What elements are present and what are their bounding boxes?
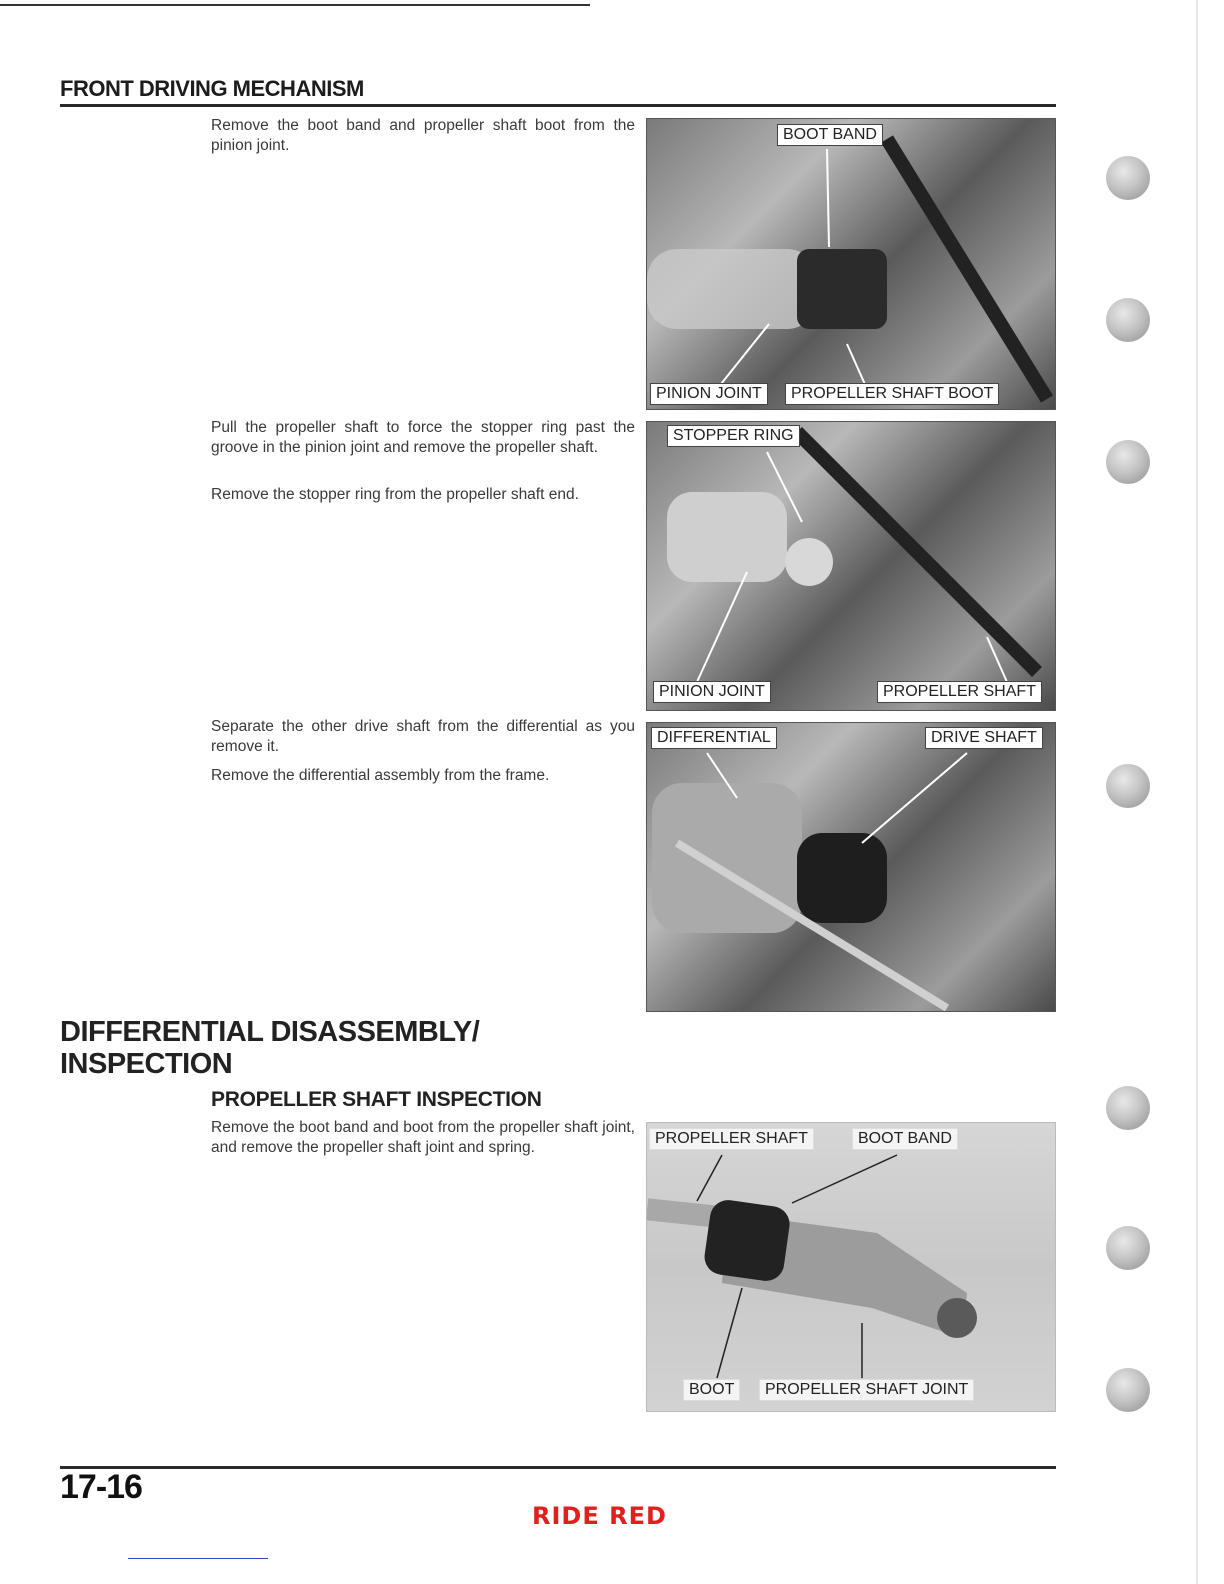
binder-hole-mark: [1106, 1226, 1150, 1270]
section-heading-line1: DIFFERENTIAL DISASSEMBLY/: [60, 1016, 480, 1048]
figure-differential: [646, 722, 1056, 1012]
label-propeller-shaft: PROPELLER SHAFT: [877, 681, 1042, 703]
label-boot: BOOT: [683, 1379, 740, 1401]
binder-hole-mark: [1106, 764, 1150, 808]
step-paragraph: Remove the differential assembly from the frame.: [211, 767, 550, 784]
subsection-heading: PROPELLER SHAFT INSPECTION: [211, 1088, 542, 1111]
figure-propeller-shaft-joint: [646, 1122, 1056, 1412]
leader-lines: [647, 422, 1055, 710]
label-propeller-shaft-boot: PROPELLER SHAFT BOOT: [785, 383, 999, 405]
label-propeller-shaft: PROPELLER SHAFT: [649, 1128, 814, 1150]
label-drive-shaft: DRIVE SHAFT: [925, 727, 1043, 749]
inspection-paragraph: Remove the boot band and boot from the propeller shaft joint, and remove the propeller shaft joint and spring.: [211, 1119, 635, 1156]
footer-rule: [60, 1466, 1056, 1469]
step-paragraph: Separate the other drive shaft from the differential as you remove it.: [211, 718, 635, 755]
header-rule: [60, 104, 1056, 107]
label-boot-band: BOOT BAND: [852, 1128, 958, 1150]
section-heading-line2: INSPECTION: [60, 1048, 233, 1080]
leader-lines: [647, 119, 1055, 409]
binder-hole-mark: [1106, 298, 1150, 342]
footer-underline: [128, 1558, 268, 1559]
page-edge: [1196, 0, 1198, 1584]
label-pinion-joint: PINION JOINT: [653, 681, 771, 703]
binder-hole-mark: [1106, 1368, 1150, 1412]
top-edge-line: [0, 4, 590, 6]
page-number: 17-16: [60, 1468, 142, 1506]
binder-hole-mark: [1106, 156, 1150, 200]
label-boot-band: BOOT BAND: [777, 124, 883, 146]
leader-lines: [647, 1123, 1055, 1411]
binder-hole-mark: [1106, 440, 1150, 484]
label-differential: DIFFERENTIAL: [651, 727, 777, 749]
label-stopper-ring: STOPPER RING: [667, 425, 800, 447]
section-title: FRONT DRIVING MECHANISM: [60, 76, 364, 101]
binder-hole-mark: [1106, 1086, 1150, 1130]
leader-lines: [647, 723, 1055, 1011]
label-pinion-joint: PINION JOINT: [650, 383, 768, 405]
figure-pinion-joint-boot: [646, 118, 1056, 410]
step-paragraph: Pull the propeller shaft to force the stopper ring past the groove in the pinion joint and remove the propeller shaft.: [211, 419, 635, 456]
step-paragraph: Remove the stopper ring from the propeller shaft end.: [211, 486, 579, 503]
step-paragraph: Remove the boot band and propeller shaft boot from the pinion joint.: [211, 117, 635, 154]
brand-logo: RIDE RED: [532, 1502, 667, 1530]
figure-stopper-ring: [646, 421, 1056, 711]
label-propeller-shaft-joint: PROPELLER SHAFT JOINT: [759, 1379, 974, 1401]
section-heading: [60, 1016, 479, 1080]
